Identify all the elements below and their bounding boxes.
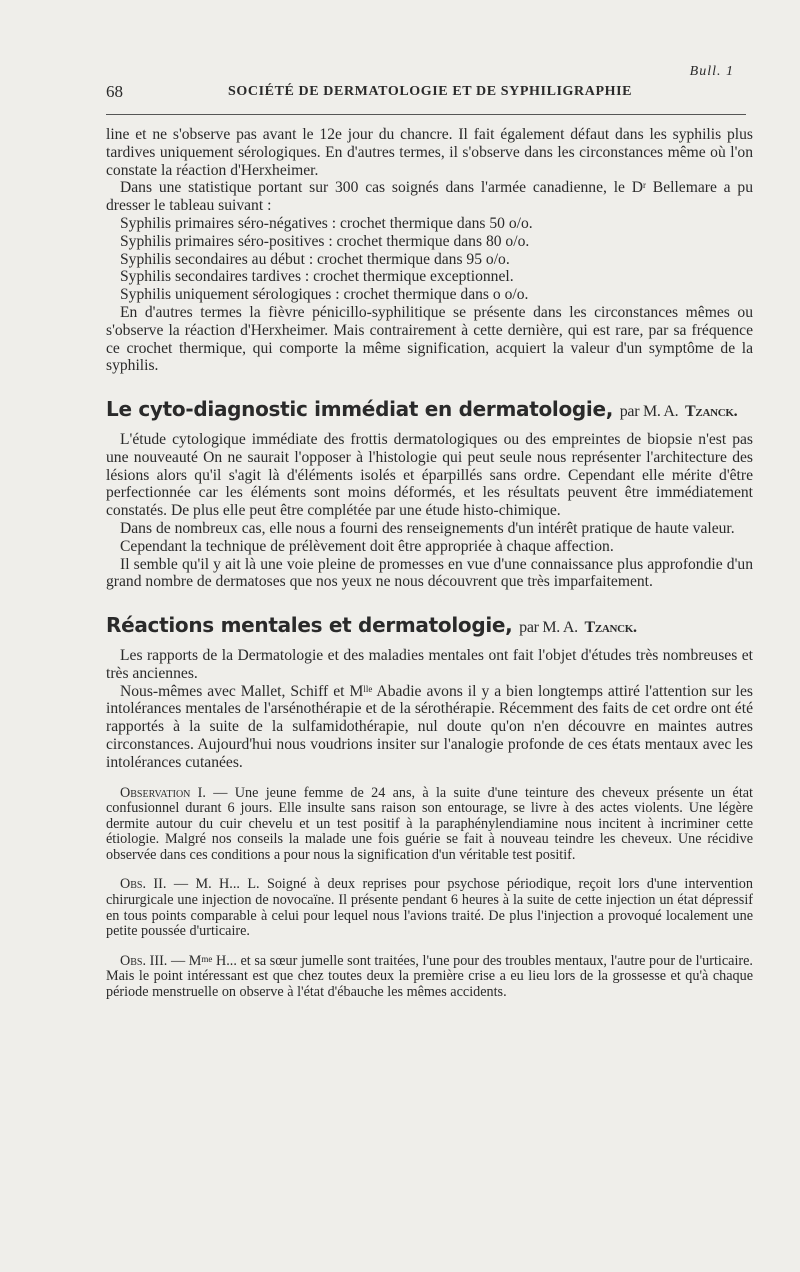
intro-p2-sup: r [643, 180, 647, 191]
section1-title: Le cyto-diagnostic immédiat en dermatologie, [106, 397, 614, 422]
stat-line: Syphilis secondaires au début : crochet thermique dans 95 o/o. [120, 250, 510, 268]
section1-paragraph: Cependant la technique de prélèvement doit être appropriée à chaque affection. [120, 537, 614, 555]
stat-line: Syphilis uniquement sérologiques : crochet thermique dans o o/o. [120, 286, 529, 304]
stat-line: Syphilis primaires séro-négatives : crochet thermique dans 50 o/o. [120, 214, 533, 232]
intro-paragraph-3: En d'autres termes la fièvre pénicillo-syphilitique se présente dans les circonstances mêmes ou s'observe la réaction d'Herxheimer. Mais contrairement à cette dernière, qui est rare, par sa fréquence ce crochet thermique, qui comporte la même signification, acquiert la valeur d'un symptôme de la syphilis. [106, 303, 753, 375]
observation-2-lead: Obs. II. [120, 876, 167, 893]
observation-3-text-end: H... et sa sœur jumelle sont traitées, l'une pour des troubles mentaux, l'autre pour de l'urticaire. Mais le point intéressant est que chez toutes deux la première crise a eu lieu lors de la grossesse et qu'à chaque période menstruelle on observe à l'état d'ébauche les mêmes accidents. [106, 952, 753, 1001]
stat-line: Syphilis secondaires tardives : crochet thermique exceptionnel. [120, 268, 514, 286]
section2-p2-text-end: Abadie avons il y a bien longtemps attiré l'attention sur les intolérances mentales de l'arsénothérapie et de la sérothérapie. Récemment des faits de cet ordre ont été rapportés à la suite de la sulfamidothérapie, nul doute qu'on n'en découvre en maintes autres circonstances. Aujourd'hui nous voudrions insiter sur l'analogie profonde de ces états mentaux avec les intolérances cutanées. [106, 682, 753, 771]
running-head: SOCIÉTÉ DE DERMATOLOGIE ET DE SYPHILIGRAPHIE [228, 84, 633, 99]
stat-line: Syphilis primaires séro-positives : crochet thermique dans 80 o/o. [120, 232, 530, 250]
observation-1 [106, 786, 753, 864]
observation-1-lead: Observation I. [120, 784, 206, 801]
section2-title: Réactions mentales et dermatologie, [106, 613, 513, 638]
bulletin-mark: Bull. 1 [689, 64, 734, 79]
section2-paragraph-2 [106, 683, 753, 772]
observation-3-lead: Obs. III. [120, 952, 168, 969]
page-body [106, 126, 753, 1001]
section1-paragraph: L'étude cytologique immédiate des frottis dermatologiques ou des empreintes de biopsie n'est pas une nouveauté On ne saurait l'opposer à l'histologie qui peut seule nous représenter l'architecture des lésions alors qu'il s'agit là d'éléments isolés et éparpillés sans ordre. Cependant elle mérite d'être perfectionnée car les éléments sont moins déformés, et les résultats peuvent être immédiatement constatés. De plus elle peut être complétée par une étude histo-chimique. [106, 430, 753, 520]
observation-2 [106, 877, 753, 939]
observation-2-text: — M. H... L. Soigné à deux reprises pour psychose périodique, reçoit lors d'une intervention chirurgicale une injection de novocaïne. Il présente pendant 6 heures à la suite de cette injection un état dépressif en tous points comparable à celui pour lequel nous l'avions traité. De plus l'injection a provoqué localement une petite poussée d'urticaire. [106, 876, 753, 940]
section2-paragraph-1: Les rapports de la Dermatologie et des maladies mentales ont fait l'objet d'études très nombreuses et très anciennes. [106, 646, 753, 682]
observation-1-text: — Une jeune femme de 24 ans, à la suite d'une teinture des cheveux présente un état confusionnel durant 6 jours. Elle insulte sans raison son entourage, se livre à des actes violents. Une légère dermite autour du cuir chevelu et un test positif à la paraphénylendiamine nous incitent à incriminer cette étiologie. Malgré nos conseils la malade une fois guérie se fait à nouveau teindre les cheveux. Une récidive observée dans ces conditions a pour nous la signification d'un véritable test positif. [106, 784, 754, 863]
section-heading-reactions-mentales [106, 613, 753, 638]
observation-3-sup: me [201, 953, 213, 964]
observation-3-text: — M [167, 952, 202, 969]
intro-p2-text-end: Bellemare a pu dresser le tableau suivant : [106, 179, 753, 215]
section1-paragraph: Il semble qu'il y ait là une voie pleine de promesses en vue d'une connaissance plus approfondie d'un grand nombre de dermatoses que nos yeux ne nous découvrent que très imparfaitement. [106, 555, 753, 591]
intro-paragraph-2 [106, 179, 753, 215]
page-number: 68 [106, 82, 123, 101]
section1-author: Tzanck. [685, 403, 738, 421]
section2-p2-sup: lle [363, 683, 373, 694]
section2-p2-text: Nous-mêmes avec Mallet, Schiff et M [120, 682, 364, 700]
header-rule [106, 114, 746, 115]
section-heading-cytodiagnostic [106, 397, 753, 422]
intro-p2-text: Dans une statistique portant sur 300 cas soignés dans l'armée canadienne, le D [120, 179, 644, 197]
intro-paragraph-1: line et ne s'observe pas avant le 12e jour du chancre. Il fait également défaut dans les syphilis plus tardives uniquement sérologiques. En d'autres termes, il s'observe dans les circonstances même où l'on constate la réaction d'Herxheimer. [106, 126, 753, 179]
section2-by: par M. A. [519, 619, 578, 637]
section1-paragraph: Dans de nombreux cas, elle nous a fourni des renseignements d'un intérêt pratique de haute valeur. [120, 519, 735, 537]
page-header [106, 82, 746, 104]
section1-by: par M. A. [619, 403, 679, 421]
section2-author: Tzanck. [584, 619, 637, 637]
observation-3 [106, 954, 753, 1001]
